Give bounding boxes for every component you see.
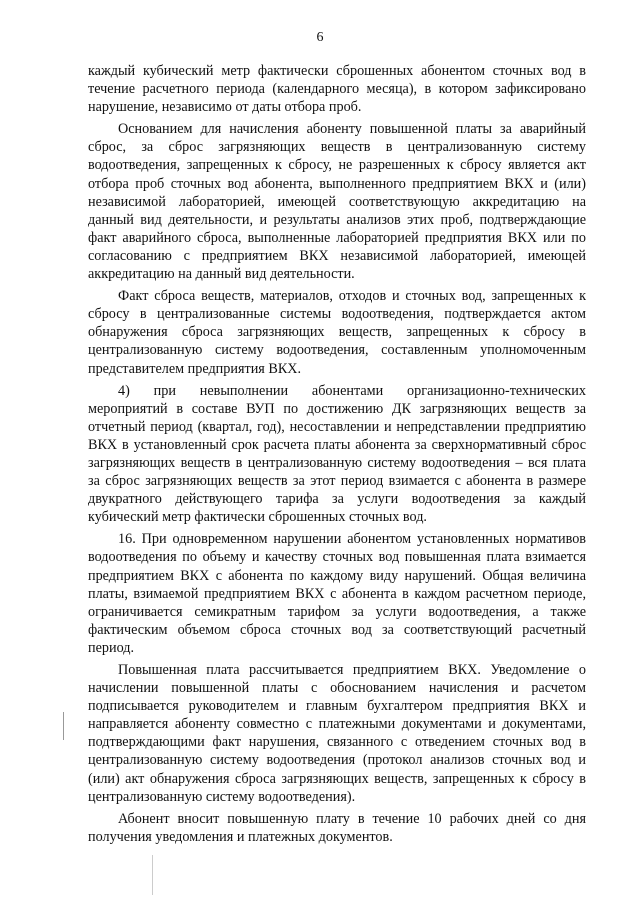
document-body (88, 62, 586, 850)
paragraph-item-4: 4) при невыполнении абонентами организационно-технических мероприятий в составе ВУП по достижению ДК загрязняющих веществ за отчетный период (квартал, год), несоставлении и непредставлении предприятию ВКХ в установленный срок расчета платы абонента за сверхнормативный сброс загрязняющих веществ в централизованную систему водоотведения – вся плата за сброс загрязняющих веществ за этот период взимается с абонента в размере двукратного действующего тарифа за услуги водоотведения за каждый кубический метр фактически сброшенных сточных вод. (88, 382, 586, 526)
scan-artifact (152, 855, 153, 895)
scan-artifact (63, 712, 64, 740)
paragraph-payment-deadline: Абонент вносит повышенную плату в течение 10 рабочих дней со дня получения уведомления и платежных документов. (88, 810, 586, 845)
paragraph-prohibited-discharge-fact: Факт сброса веществ, материалов, отходов и сточных вод, запрещенных к сбросу в централизованные системы водоотведения, подтверждается актом обнаружения сброса загрязняющих веществ, запрещенных к сбросу в централизованную систему водоотведения, составленным уполномоченным представителем предприятия ВКХ. (88, 288, 586, 377)
page-number: 6 (316, 30, 324, 45)
paragraph-section-16: 16. При одновременном нарушении абонентом установленных нормативов водоотведения по объему и качеству сточных вод повышенная плата взимается предприятием ВКХ с абонента по каждому виду нарушений. Общая величина платы, взимаемой предприятием ВКХ с абонента в каждом расчетном периоде, ограничивается семикратным тарифом за услуги водоотведения, а также фактическим объемом сброса сточных вод за соответствующий расчетный период. (88, 531, 586, 656)
paragraph-emergency-discharge-basis: Основанием для начисления абоненту повышенной платы за аварийный сброс, за сброс загрязняющих веществ в централизованную систему водоотведения, запрещенных к сбросу, не разрешенных к сбросу является акт отбора проб сточных вод абонента, выполненного предприятием ВКХ и (или) независимой лабораторией, имеющей соответствующую аккредитацию на данный вид деятельности, и результаты анализов этих проб, подтверждающие факт аварийного сброса, выполненные лабораторией предприятия ВКХ или по согласованию с предприятием ВКХ независимой лабораторией, имеющей аккредитацию на данный вид деятельности. (88, 121, 586, 283)
paragraph-continuation: каждый кубический метр фактически сброшенных абонентом сточных вод в течение расчетного периода (календарного месяца), в котором зафиксировано нарушение, независимо от даты отбора проб. (88, 63, 586, 116)
paragraph-increased-fee-notice: Повышенная плата рассчитывается предприятием ВКХ. Уведомление о начислении повышенной платы с обоснованием начисления и расчетом подписывается руководителем и главным бухгалтером предприятия ВКХ и направляется абоненту совместно с платежными документами и документами, подтверждающими факт нарушения, связанного с отведением сточных вод в централизованную систему водоотведения (протокол анализов сточных вод и (или) акт обнаружения сброса загрязняющих веществ, запрещенных к сбросу в централизованную систему водоотведения). (88, 662, 586, 805)
